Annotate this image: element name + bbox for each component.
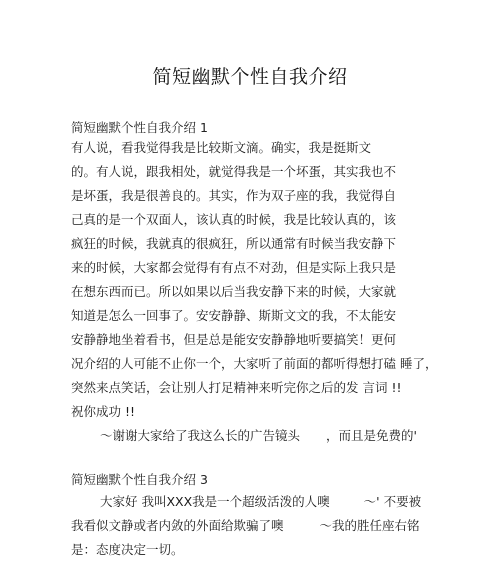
line-text-b: 〜我的胜任座右铭 bbox=[319, 518, 420, 533]
closing-text-a: 〜谢谢大家给了我这么长的广告镜头 bbox=[100, 428, 301, 443]
paragraph-line: 知道是怎么一回事了。安安静静、斯斯文文的我，不太能安 bbox=[71, 308, 397, 323]
paragraph-line: 是坏蛋，我是很善良的。其实，作为双子座的我，我觉得自 bbox=[71, 188, 397, 203]
paragraph-line bbox=[71, 518, 431, 534]
section-1-heading: 简短幽默个性自我介绍 1 bbox=[71, 120, 208, 135]
closing-text-b: ，而且是免费的' bbox=[326, 428, 417, 443]
paragraph-line bbox=[100, 494, 460, 510]
paragraph-line: 己真的是一个双面人，该认真的时候，我是比较认真的，该 bbox=[71, 212, 397, 227]
paragraph-line: 的。有人说，跟我相处，就觉得我是一个坏蛋，其实我也不 bbox=[71, 164, 397, 179]
paragraph-line: 安静静地坐着看书，但是总是能安安静静地听要搞笑！更何 bbox=[71, 332, 397, 347]
page-title: 简短幽默个性自我介绍 bbox=[152, 66, 348, 88]
paragraph-line: 来的时候，大家都会觉得有有点不对劲，但是实际上我只是 bbox=[71, 260, 397, 275]
line-text-b: 〜' 不要被 bbox=[363, 494, 422, 509]
paragraph-line: 有人说，看我觉得我是比较斯文滴。确实，我是挺斯文 bbox=[71, 140, 372, 155]
paragraph-line: 况介绍的人可能不止你一个，大家听了前面的都听得想打磕 睡了， bbox=[71, 356, 438, 371]
paragraph-line: 祝你成功 !! bbox=[71, 404, 135, 419]
closing-line bbox=[100, 428, 460, 444]
paragraph-line: 是：态度决定一切。 bbox=[71, 542, 184, 557]
paragraph-line: 突然来点笑话，会让别人打足精神来听完你之后的发 言词 !! bbox=[71, 380, 402, 395]
line-text-a: 我看似文静或者内敛的外面给欺骗了噢 bbox=[71, 518, 284, 533]
paragraph-line: 在想东西而已。所以如果以后当我安静下来的时候，大家就 bbox=[71, 284, 397, 299]
line-text-a: 大家好 我叫XXX我是一个超级活泼的人噢 bbox=[100, 494, 330, 509]
section-3-heading: 简短幽默个性自我介绍 3 bbox=[71, 472, 208, 487]
paragraph-line: 疯狂的时候，我就真的很疯狂，所以通常有时候当我安静下 bbox=[71, 236, 397, 251]
